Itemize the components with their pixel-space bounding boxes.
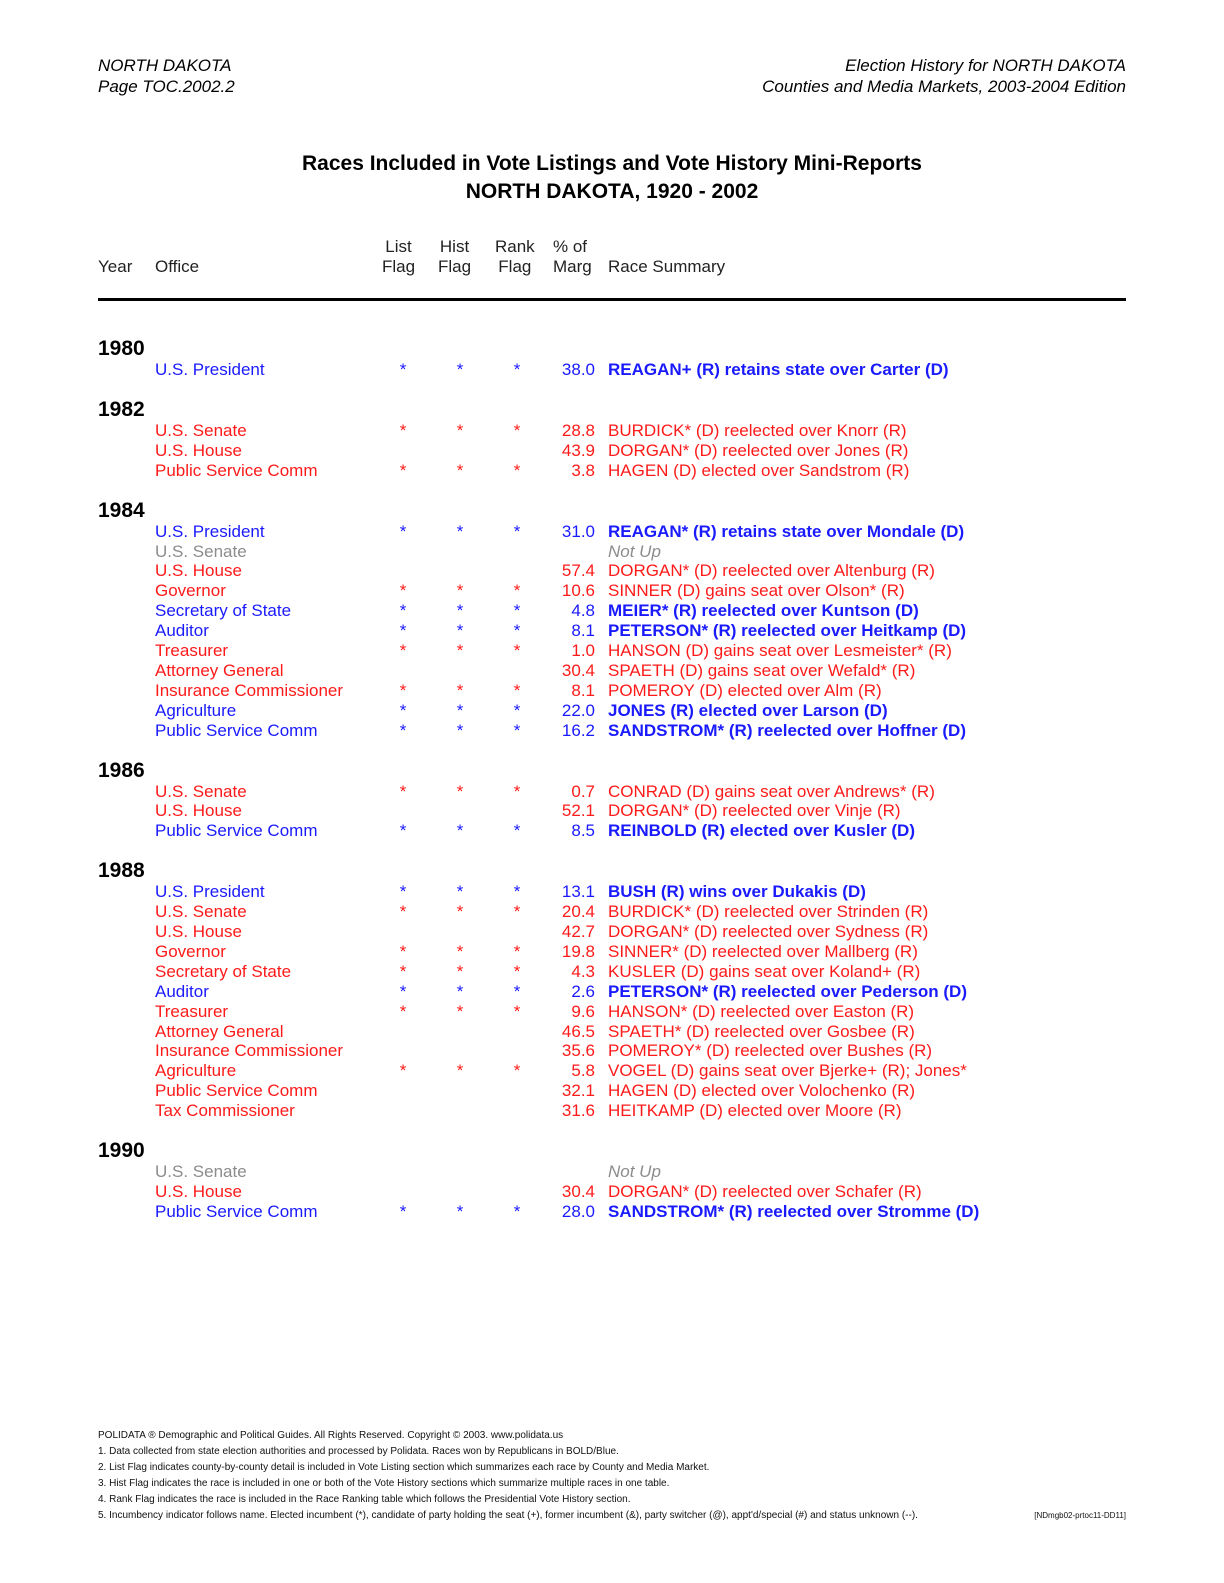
hist-flag: * [456,621,464,641]
margin-value: 30.4 [561,1181,595,1201]
rank-flag: * [513,1201,521,1221]
list-flag: * [399,460,407,480]
year-heading: 1986 [98,758,145,782]
footnote-3: 3. Hist Flag indicates the race is included in one or both of the Vote History sections which summarize multiple races in one table. [98,1478,670,1489]
race-summary: REAGAN* (R) retains state over Mondale (D) [608,521,965,541]
page-number: Page TOC.2002.2 [98,77,235,96]
rank-flag: * [513,981,521,1001]
rank-flag: * [513,680,521,700]
edition-label: Counties and Media Markets, 2003-2004 Edition [762,77,1126,96]
margin-value: 42.7 [561,922,595,941]
race-row [0,1182,1224,1202]
margin-value: 31.6 [561,1101,595,1121]
race-row [0,1061,1224,1081]
page-title [0,150,1224,206]
rank-flag: * [513,621,521,641]
race-row [0,982,1224,1002]
list-flag: * [399,420,407,440]
race-summary: DORGAN* (D) reelected over Sydness (R) [608,922,929,941]
hist-flag: * [456,521,464,541]
race-summary: VOGEL (D) gains seat over Bjerke+ (R); Jones* [608,1061,967,1081]
race-office: Insurance Commissioner [155,680,344,700]
margin-value: 28.8 [561,420,595,440]
list-flag: * [399,360,407,379]
race-row [0,661,1224,681]
margin-value: 10.6 [561,581,595,601]
race-office: U.S. House [155,440,242,460]
list-flag: * [399,720,407,740]
race-row [0,681,1224,701]
race-summary: KUSLER (D) gains seat over Koland+ (R) [608,961,921,981]
race-summary: REAGAN+ (R) retains state over Carter (D) [608,360,949,379]
publication-title: Election History for NORTH DAKOTA [845,56,1126,75]
race-summary: Not Up [608,541,661,561]
margin-value: 3.8 [571,460,595,480]
race-office: Public Service Comm [155,821,318,841]
race-office: Governor [155,581,226,601]
race-office: U.S. President [155,521,265,541]
race-office: U.S. House [155,801,242,821]
race-summary: BUSH (R) wins over Dukakis (D) [608,882,866,902]
hist-flag: * [456,961,464,981]
race-row [0,522,1224,542]
race-office: Auditor [155,621,209,641]
col-list-flag: List Flag [382,237,416,276]
race-office: Agriculture [155,1061,237,1081]
hist-flag: * [456,680,464,700]
race-summary: HEITKAMP (D) elected over Moore (R) [608,1101,902,1121]
list-flag: * [399,621,407,641]
race-office: Attorney General [155,660,284,680]
race-office: Tax Commissioner [155,1101,295,1121]
list-flag: * [399,981,407,1001]
margin-value: 13.1 [561,882,595,902]
race-row [0,1002,1224,1022]
hist-flag: * [456,700,464,720]
race-office: U.S. Senate [155,1162,247,1181]
hist-flag: * [456,882,464,902]
margin-value: 8.1 [571,621,595,641]
race-summary: Not Up [608,1162,661,1181]
hist-flag: * [456,581,464,601]
race-row [0,461,1224,481]
year-heading: 1988 [98,859,145,883]
col-race-summary: Race Summary [608,257,726,276]
margin-value: 1.0 [571,641,595,660]
race-office: U.S. Senate [155,420,247,440]
list-flag: * [399,781,407,801]
page-title-line2: NORTH DAKOTA, 1920 - 2002 [465,180,759,203]
list-flag: * [399,961,407,981]
rank-flag: * [513,601,521,621]
race-office: Attorney General [155,1021,284,1041]
footnotes [98,1428,1126,1524]
margin-value: 16.2 [561,720,595,740]
year-heading: 1982 [98,397,145,421]
footnote-4: 4. Rank Flag indicates the race is included in the Race Ranking table which follows the Presidential Vote History section. [98,1494,631,1505]
race-summary: POMEROY (D) elected over Alm (R) [608,680,882,700]
rank-flag: * [513,720,521,740]
year-heading: 1980 [98,337,145,360]
margin-value: 20.4 [561,902,595,922]
page-title-line1: Races Included in Vote Listings and Vote History Mini-Reports [302,152,922,175]
margin-value: 9.6 [571,1001,595,1021]
race-office: U.S. President [155,882,265,902]
hist-flag: * [456,1201,464,1221]
race-office: Public Service Comm [155,1201,318,1221]
hist-flag: * [456,460,464,480]
margin-value: 8.1 [571,680,595,700]
race-summary: POMEROY* (D) reelected over Bushes (R) [608,1041,933,1061]
hist-flag: * [456,821,464,841]
race-summary: SINNER (D) gains seat over Olson* (R) [608,581,905,601]
rank-flag: * [513,821,521,841]
race-office: Public Service Comm [155,720,318,740]
race-office: U.S. President [155,360,265,379]
race-summary: BURDICK* (D) reelected over Strinden (R) [608,902,929,922]
col-office: Office [155,257,200,276]
race-row [0,641,1224,661]
col-year: Year [98,257,133,276]
rank-flag: * [513,941,521,961]
race-office: U.S. Senate [155,541,247,561]
col-hist-flag: Hist Flag [438,237,472,276]
race-row [0,621,1224,641]
margin-value: 52.1 [561,801,595,821]
list-flag: * [399,601,407,621]
race-summary: DORGAN* (D) reelected over Vinje (R) [608,801,901,821]
rank-flag: * [513,420,521,440]
race-office: U.S. Senate [155,902,247,922]
race-office: U.S. House [155,561,242,581]
margin-value: 31.0 [561,521,595,541]
list-flag: * [399,941,407,961]
hist-flag: * [456,781,464,801]
race-summary: CONRAD (D) gains seat over Andrews* (R) [608,781,935,801]
race-row [0,1101,1224,1121]
list-flag: * [399,821,407,841]
year-heading: 1990 [98,1139,145,1162]
rank-flag: * [513,521,521,541]
race-summary: BURDICK* (D) reelected over Knorr (R) [608,420,907,440]
race-row [0,942,1224,962]
race-summary: SPAETH* (D) reelected over Gosbee (R) [608,1021,915,1041]
race-row [0,721,1224,741]
list-flag: * [399,1001,407,1021]
header-rule [98,298,1126,301]
list-flag: * [399,581,407,601]
race-summary: DORGAN* (D) reelected over Jones (R) [608,440,909,460]
race-summary: JONES (R) elected over Larson (D) [608,700,888,720]
race-row [0,902,1224,922]
race-row [0,421,1224,441]
rank-flag: * [513,641,521,660]
race-row [0,821,1224,841]
margin-value: 8.5 [571,821,595,841]
race-row [0,1202,1224,1222]
race-row [0,1162,1224,1182]
race-summary: REINBOLD (R) elected over Kusler (D) [608,821,915,841]
race-summary: HANSON (D) gains seat over Lesmeister* (R) [608,641,952,660]
race-row [0,701,1224,721]
footnote-1: 1. Data collected from state election authorities and processed by Polidata. Races won by Republicans in BOLD/Blue. [98,1446,619,1457]
rank-flag: * [513,882,521,902]
race-row [0,601,1224,621]
race-row [0,441,1224,461]
page-header-right [762,55,1126,97]
hist-flag: * [456,981,464,1001]
race-office: Agriculture [155,700,237,720]
race-row [0,1022,1224,1042]
rank-flag: * [513,581,521,601]
race-summary: DORGAN* (D) reelected over Schafer (R) [608,1181,922,1201]
race-summary: SANDSTROM* (R) reelected over Hoffner (D) [608,720,966,740]
race-office: Auditor [155,981,209,1001]
race-row [0,581,1224,601]
race-office: Secretary of State [155,601,292,621]
race-office: Secretary of State [155,961,292,981]
list-flag: * [399,1061,407,1081]
race-row [0,882,1224,902]
footnote-copyright: POLIDATA ® Demographic and Political Guides. All Rights Reserved. Copyright © 2003. www.polidata.us [98,1430,564,1441]
race-row [0,360,1224,380]
footnote-5: 5. Incumbency indicator follows name. Elected incumbent (*), candidate of party holding the seat (+), former incumbent (&), party switcher (@), appt'd/special (#) and status unknown (--). [98,1510,918,1521]
year-heading: 1984 [98,498,145,522]
list-flag: * [399,680,407,700]
margin-value: 0.7 [571,781,595,801]
margin-value: 19.8 [561,941,595,961]
state-name: NORTH DAKOTA [98,56,232,75]
page-header-left [98,55,235,97]
hist-flag: * [456,601,464,621]
rank-flag: * [513,360,521,379]
hist-flag: * [456,360,464,379]
hist-flag: * [456,902,464,922]
rank-flag: * [513,1001,521,1021]
margin-value: 22.0 [561,700,595,720]
rank-flag: * [513,961,521,981]
list-flag: * [399,700,407,720]
race-office: U.S. Senate [155,781,247,801]
hist-flag: * [456,720,464,740]
race-row [0,561,1224,581]
margin-value: 46.5 [561,1021,595,1041]
race-office: Public Service Comm [155,460,318,480]
rank-flag: * [513,460,521,480]
footnote-2: 2. List Flag indicates county-by-county detail is included in Vote Listing section which summarizes each race by County and Media Market. [98,1462,710,1473]
race-summary: PETERSON* (R) reelected over Heitkamp (D) [608,621,967,641]
race-summary: SPAETH (D) gains seat over Wefald* (R) [608,660,916,680]
race-summary: SANDSTROM* (R) reelected over Stromme (D) [608,1201,980,1221]
margin-value: 32.1 [561,1081,595,1101]
hist-flag: * [456,641,464,660]
race-row [0,782,1224,802]
race-row [0,922,1224,942]
race-summary: DORGAN* (D) reelected over Altenburg (R) [608,561,935,581]
race-summary: SINNER* (D) reelected over Mallberg (R) [608,941,918,961]
list-flag: * [399,1201,407,1221]
hist-flag: * [456,420,464,440]
margin-value: 4.3 [571,961,595,981]
race-summary: HAGEN (D) elected over Sandstrom (R) [608,460,910,480]
hist-flag: * [456,1061,464,1081]
race-office: Governor [155,941,226,961]
race-summary: MEIER* (R) reelected over Kuntson (D) [608,601,919,621]
rank-flag: * [513,700,521,720]
col-rank-flag: Rank Flag [495,237,535,276]
race-row [0,542,1224,562]
col-margin: % of Marg [553,237,592,276]
margin-value: 28.0 [561,1201,595,1221]
race-row [0,962,1224,982]
margin-value: 4.8 [571,601,595,621]
margin-value: 5.8 [571,1061,595,1081]
race-summary: PETERSON* (R) reelected over Pederson (D) [608,981,967,1001]
list-flag: * [399,902,407,922]
margin-value: 30.4 [561,660,595,680]
race-office: Insurance Commissioner [155,1041,344,1061]
list-flag: * [399,641,407,660]
margin-value: 2.6 [571,981,595,1001]
race-office: U.S. House [155,922,242,941]
race-office: U.S. House [155,1181,242,1201]
list-flag: * [399,521,407,541]
race-office: Treasurer [155,1001,229,1021]
race-office: Treasurer [155,641,229,660]
hist-flag: * [456,941,464,961]
margin-value: 43.9 [561,440,595,460]
margin-value: 38.0 [561,360,595,379]
race-row [0,801,1224,821]
rank-flag: * [513,902,521,922]
margin-value: 35.6 [561,1041,595,1061]
race-summary: HANSON* (D) reelected over Easton (R) [608,1001,915,1021]
rank-flag: * [513,1061,521,1081]
rank-flag: * [513,781,521,801]
race-summary: HAGEN (D) elected over Volochenko (R) [608,1081,916,1101]
document-code: [NDmgb02-prtoc11-DD11] [1034,1511,1126,1520]
hist-flag: * [456,1001,464,1021]
margin-value: 57.4 [561,561,595,581]
race-row [0,1041,1224,1061]
list-flag: * [399,882,407,902]
race-office: Public Service Comm [155,1081,318,1101]
race-row [0,1081,1224,1101]
